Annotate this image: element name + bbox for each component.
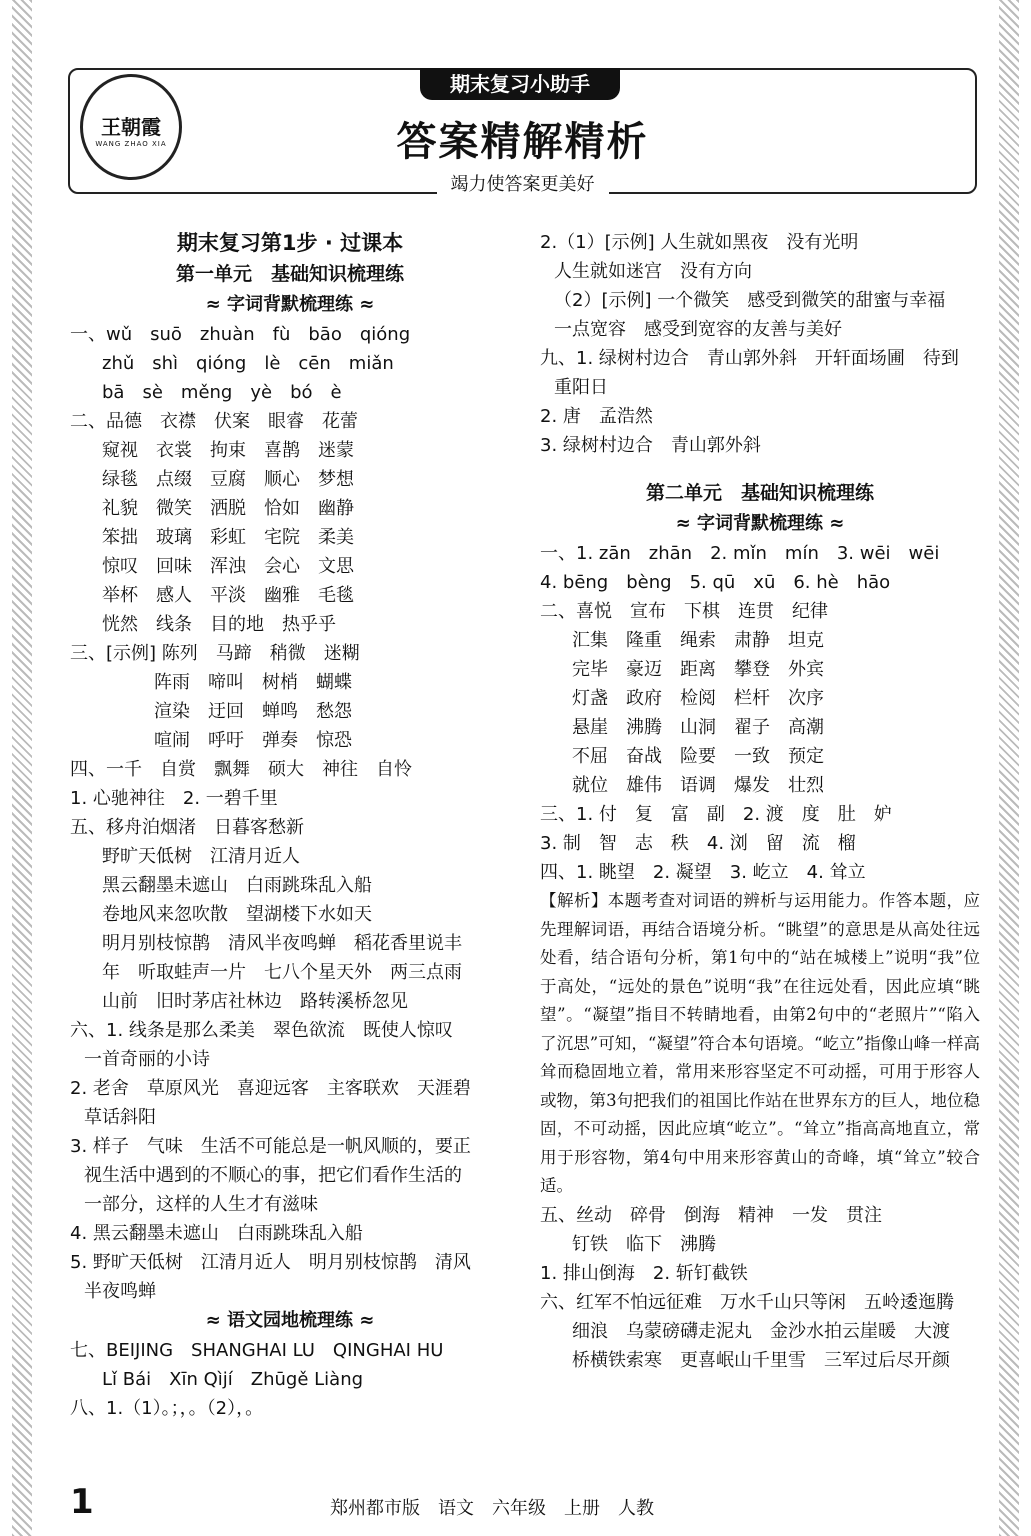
subsection-heading: ≈ 语文园地梳理练 ≈ [205,1310,375,1331]
slogan-text: 竭力使答案更美好 [437,174,609,195]
answer-line: 年 听取蛙声一片 七八个星天外 两三点雨 [102,962,462,983]
answer-line: 一首奇丽的小诗 [84,1049,210,1070]
answer-line: 八、1.（1）。；，。（2），。 [70,1398,264,1419]
answer-line: 一、wǔ suō zhuàn fù bāo qióng [70,324,411,345]
answer-line: 九、1. 绿树村边合 青山郭外斜 开轩面场圃 待到 [540,348,959,369]
answer-line: 4. bēng bèng 5. qū xū 6. hè hāo [540,572,891,593]
answer-line: 卷地风来忽吹散 望湖楼下水如天 [102,904,372,925]
answer-line: 5. 野旷天低树 江清月近人 明月别枝惊鹊 清风 [70,1252,471,1273]
helper-tab: 期末复习小助手 [420,68,620,100]
logo-brand-text: 王朝霞 [101,115,161,139]
answer-line: 绿毯 点缀 豆腐 顺心 梦想 [102,469,354,490]
answer-line: 不屈 奋战 险要 一致 预定 [572,746,824,767]
answer-line: 黑云翻墨未遮山 白雨跳珠乱入船 [102,875,372,896]
answer-line: 完毕 豪迈 距离 攀登 外宾 [572,659,824,680]
header-banner [68,68,977,194]
answer-line: Lǐ Bái Xīn Qìjí Zhūgě Liàng [102,1369,364,1390]
answer-line: 五、移舟泊烟渚 日暮客愁新 [70,817,304,838]
answer-line: 喧闹 呼吁 弹奏 惊恐 [154,730,352,751]
answer-line: 明月别枝惊鹊 清风半夜鸣蝉 稻花香里说丰 [102,933,462,954]
answer-line: 阵雨 啼叫 树梢 蝴蝶 [154,672,352,693]
right-border-decoration [999,0,1019,1536]
answer-line: 桥横铁索寒 更喜岷山千里雪 三军过后尽开颜 [572,1349,950,1371]
unit-heading: 第二单元 基础知识梳理练 [645,482,874,504]
subsection-heading: ≈ 字词背默梳理练 ≈ [205,294,375,315]
answer-line: （2）[示例] 一个微笑 感受到微笑的甜蜜与幸福 [554,290,946,311]
answer-line: 人生就如迷宫 没有方向 [554,261,752,282]
answer-line: 六、1. 线条是那么柔美 翠色欲流 既使人惊叹 [70,1020,453,1041]
page-title: 答案精解精析 [396,119,649,165]
answer-line: 3. 样子 气味 生活不可能总是一帆风顺的，要正 [70,1136,471,1157]
logo-sub-text: WANG ZHAO XIA [95,140,167,148]
answer-line: 三、[示例] 陈列 马蹄 稍微 迷糊 [70,643,360,664]
answer-line: 一点宽容 感受到宽容的友善与美好 [554,319,842,340]
page-number: 1 [70,1482,94,1522]
answer-line: 举杯 感人 平淡 幽雅 毛毯 [102,585,354,606]
subsection-heading: ≈ 字词背默梳理练 ≈ [675,513,845,534]
answer-line: 半夜鸣蝉 [84,1281,156,1302]
answer-line: 七、BEIJING SHANGHAI LU QINGHAI HU [70,1340,444,1361]
answer-line: 渲染 迂回 蝉鸣 愁怨 [154,701,352,722]
answer-line: 重阳日 [554,377,608,398]
answer-line: 1. 心驰神往 2. 一碧千里 [70,788,278,809]
answer-line: 汇集 隆重 绳索 肃静 坦克 [572,630,824,651]
answer-line: 窥视 衣裳 拘束 喜鹊 迷蒙 [102,440,354,461]
answer-line: 4. 黑云翻墨未遮山 白雨跳珠乱入船 [70,1223,363,1244]
answer-line: 笨拙 玻璃 彩虹 宅院 柔美 [102,527,354,548]
edition-info: 郑州都市版 语文 六年级 上册 人教 [330,1498,654,1519]
answer-line: 恍然 线条 目的地 热乎乎 [102,614,336,635]
answer-line: 野旷天低树 江清月近人 [102,846,300,867]
answer-line: 细浪 乌蒙磅礴走泥丸 金沙水拍云崖暖 大渡 [572,1320,950,1342]
answer-line: zhǔ shì qióng lè cēn miǎn [102,353,394,374]
answer-line: 灯盏 政府 检阅 栏杆 次序 [572,688,824,709]
answer-line: 2. 唐 孟浩然 [540,406,653,427]
right-column [540,228,980,1375]
spacer [540,460,980,478]
answer-line: 山前 旧时茅店社林边 路转溪桥忽见 [102,991,408,1012]
answer-line: 五、丝动 碎骨 倒海 精神 一发 贯注 [540,1204,882,1226]
answer-line: 草话斜阳 [84,1107,156,1128]
page-footer [70,1482,970,1526]
answer-line: 视生活中遇到的不顺心的事，把它们看作生活的 [84,1165,462,1186]
answer-line: 一、1. zān zhān 2. mǐn mín 3. wēi wēi [540,543,940,564]
answer-line: 悬崖 沸腾 山洞 翟子 高潮 [572,717,824,738]
answer-line: bā sè měng yè bó è [102,382,342,403]
answer-line: 四、一千 自赏 飘舞 硕大 神往 自怜 [70,759,412,780]
answer-line: 钉铁 临下 沸腾 [572,1233,716,1255]
analysis-paragraph: 【解析】本题考查对词语的辨析与运用能力。作答本题，应先理解词语，再结合语境分析。“眺望”的意思是从高处往远处看，结合语句分析，第1句中的“站在城楼上”说明“我”位于高处，“远处的景色”说明“我”在往远处看，因此应填“眺望”。“凝望”指目不转睛地看，由第2句中的“老照片”“陷入了沉思”可知，“凝望”符合本句语境。“屹立”指像山峰一样高耸而稳固地立着，常用来形容坚定不可动摇，可用于形容人或物，第3句把我们的祖国比作站在世界东方的巨人，地位稳固，不可动摇，因此应填“屹立”。“耸立”指高高地直立，常用于形容物，第4句中用来形容黄山的奇峰，填“耸立”较合适。 [540,891,980,1195]
answer-line: 四、1. 眺望 2. 凝望 3. 屹立 4. 耸立 [540,862,866,883]
unit-heading: 第一单元 基础知识梳理练 [175,263,404,285]
slogan [70,170,975,196]
answer-line: 惊叹 回味 浑浊 会心 文思 [102,556,354,577]
section-title: 期末复习第1步 · 过课本 [176,231,404,255]
answer-line: 二、品德 衣襟 伏案 眼睿 花蕾 [70,411,358,432]
answer-line: 2. 老舍 草原风光 喜迎远客 主客联欢 天涯碧 [70,1078,471,1099]
answer-line: 3. 制 智 志 秩 4. 浏 留 流 榴 [540,833,856,854]
answer-line: 一部分，这样的人生才有滋味 [84,1194,318,1215]
answer-line: 三、1. 付 复 富 副 2. 渡 度 肚 妒 [540,804,892,825]
answer-line: 六、红军不怕远征难 万水千山只等闲 五岭逶迤腾 [540,1291,954,1313]
answer-line: 1. 排山倒海 2. 斩钉截铁 [540,1262,748,1284]
answer-line: 礼貌 微笑 洒脱 恰如 幽静 [102,498,354,519]
left-column [70,228,510,1423]
left-border-decoration [12,0,32,1536]
answer-line: 就位 雄伟 语调 爆发 壮烈 [572,775,824,796]
answer-line: 二、喜悦 宣布 下棋 连贯 纪律 [540,601,828,622]
answer-line: 3. 绿树村边合 青山郭外斜 [540,435,761,456]
answer-line: 2.（1）[示例] 人生就如黑夜 没有光明 [540,232,859,253]
